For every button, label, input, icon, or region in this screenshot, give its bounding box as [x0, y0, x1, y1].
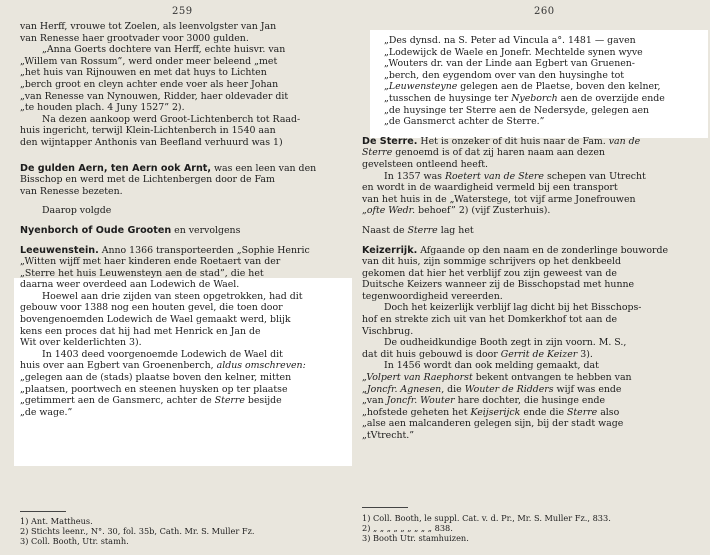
- text-span: Anno 1366 transporteerden „Sophie Henric: [98, 244, 310, 256]
- text-line: „berch, den eygendom over van den huysinghe tot: [384, 69, 625, 81]
- text-span: Sterre: [362, 147, 393, 159]
- text-line: Wit over kelderlichten 3).: [20, 337, 142, 349]
- footnote: 2) „ „ „ „ „ „ „ „ „ 838.: [362, 522, 453, 533]
- footnote: 2) Stichts leenr., N°. 30, fol. 35b, Cath. Mr. S. Muller Fz.: [20, 525, 255, 536]
- text-line: „alse aen malcanderen gelegen sijn, bij der stadt wage: [362, 418, 624, 430]
- text-span: behoef” 2) (vijf Zusterhuis).: [415, 205, 551, 217]
- text-line: „Sterre het huis Leuwensteyn aen de stad”, die het: [20, 267, 264, 279]
- left-text-body: [20, 21, 316, 418]
- text-span: schepen van Utrecht: [543, 170, 646, 182]
- section-heading: De Sterre.: [362, 135, 418, 147]
- text-line: „de wage.”: [20, 406, 73, 418]
- text-line: gekomen dat hier het verblijf zou zijn geweest van de: [362, 267, 617, 279]
- text-line: De oudheidkundige Booth zegt in zijn voorn. M. S.,: [384, 337, 627, 349]
- text-line: van Herff, vrouwe tot Zoelen, als leenvolgster van Jan: [20, 21, 277, 32]
- text-line: „Wouters dr. van der Linde aan Egbert van Gruenen-: [384, 58, 635, 70]
- text-span: also: [597, 406, 620, 418]
- page-number: 260: [534, 6, 555, 17]
- text-span: „getimmert aen de Gansmerc, achter de: [20, 395, 215, 407]
- right-footnotes: [362, 514, 611, 543]
- text-line: „Lodewijck de Waele en Jonefr. Mechtelde synen wyve: [384, 46, 643, 58]
- text-span: In 1357 was: [384, 170, 445, 182]
- text-line: bovengenoemden Lodewich de Wael gemaakt werd, blijk: [20, 314, 291, 326]
- text-line: [362, 407, 668, 419]
- text-span: aen de overzijde ende: [557, 92, 665, 104]
- text-span: ende die: [520, 406, 567, 418]
- text-span: Nyeborch: [511, 92, 558, 104]
- text-line: van het huis in de „Waterstege, tot vijf arme Jonefrouwen: [362, 193, 636, 205]
- text-span: „van: [362, 395, 387, 407]
- text-line: den wijntapper Anthonis van Beefland verhuurd was 1): [20, 136, 283, 148]
- right-page: [352, 0, 710, 555]
- text-span: lag het: [437, 224, 474, 236]
- text-span: Keijserijck: [470, 406, 521, 418]
- text-line: [20, 245, 316, 257]
- text-line: [362, 81, 668, 93]
- text-line: gevelsteen ontleend heeft.: [362, 158, 488, 170]
- text-span: besijde: [244, 395, 282, 407]
- section-heading: Nyenborch of Oude Grooten: [20, 224, 172, 236]
- text-line: Doch het keizerlijk verblijf lag dicht bij het Bisschops-: [384, 302, 642, 314]
- text-span: Naast de: [362, 224, 408, 236]
- text-span: van de: [608, 135, 641, 147]
- left-page: [0, 0, 352, 555]
- text-span: bekent ontvangen te hebben van: [472, 372, 632, 384]
- text-line: [362, 136, 668, 148]
- text-span: „tusschen de huysinge ter: [384, 92, 512, 104]
- footnote: 1) Ant. Mattheus.: [20, 516, 93, 526]
- text-line: „Witten wijff met haer kinderen ende Roetaert van der: [20, 256, 281, 268]
- text-line: daarna weer overdeed aan Lodewich de Wael.: [20, 279, 240, 291]
- text-line: [362, 205, 668, 217]
- footnote: 3) Coll. Booth, Utr. stamh.: [20, 535, 129, 546]
- text-line: „tVtrecht.”: [362, 430, 415, 441]
- text-line: Hoewel aan drie zijden van steen opgetrokken, had dit: [42, 290, 303, 302]
- text-line: Duitsche Keizers wanneer zij de Bisschopstad met hunne: [362, 279, 635, 291]
- left-footnotes: [20, 517, 255, 546]
- text-span: 3).: [577, 348, 593, 360]
- text-line: van Renesse bezeten.: [20, 185, 123, 197]
- text-span: Afgaande op den naam en de zonderlinge bouworde: [417, 244, 668, 256]
- text-span: , die: [441, 383, 465, 395]
- text-line: [362, 245, 668, 257]
- text-line: „plaatsen, poortwech en steenen huysken op ter plaatse: [20, 383, 288, 395]
- text-line: „gelegen aan de (stads) plaatse boven den kelner, mitten: [20, 372, 292, 384]
- text-span: gelegen aen de Plaetse, boven den kelner,: [457, 81, 661, 93]
- text-line: In 1403 deed voorgenoemde Lodewich de Wael dit: [42, 348, 283, 360]
- text-line: [362, 171, 668, 183]
- text-line: „Anna Goerts dochtere van Herff, echte huisvr. van: [42, 44, 286, 56]
- text-line: „Willem van Rossum”, werd onder meer beleend „met: [20, 55, 278, 67]
- text-line: „van Renesse van Nynouwen, Ridder, haer oldevader dit: [20, 90, 289, 102]
- text-line: [362, 395, 668, 407]
- text-span: Roetert van de Stere: [444, 170, 544, 182]
- text-span: huis over aan Egbert van Groenenberch,: [20, 360, 217, 372]
- footnote-rule: [20, 511, 66, 512]
- section-heading: Keizerrijk.: [362, 244, 418, 256]
- text-line: In 1456 wordt dan ook melding gemaakt, dat: [384, 360, 599, 372]
- text-line: [362, 384, 668, 396]
- text-line: „de huysinge ter Sterre aen de Nedersyde, gelegen aen: [384, 104, 650, 116]
- text-span: dat dit huis gebouwd is door: [362, 348, 501, 360]
- text-span: genoemd is of dat zij haren naam aan dezen: [392, 147, 605, 159]
- footnote-rule: [362, 507, 408, 508]
- text-span: was een leen van den: [211, 162, 317, 174]
- text-span: „hofstede geheten het: [362, 406, 471, 418]
- text-line: [20, 360, 316, 372]
- section-heading: De gulden Aern, ten Aern ook Arnt,: [20, 162, 212, 174]
- text-span: hare dochter, die husinge ende: [454, 395, 606, 407]
- text-span: Wouter de Ridders: [464, 383, 554, 395]
- footnote: 1) Coll. Booth, le suppl. Cat. v. d. Pr., Mr. S. Muller Fz., 833.: [362, 513, 611, 523]
- text-line: „het huis van Rijnouwen en met dat huys to Lichten: [20, 67, 267, 79]
- text-line: huis ingericht, terwijl Klein-Lichtenberch in 1540 aan: [20, 125, 276, 137]
- text-line: [362, 93, 668, 105]
- text-line: Na dezen aankoop werd Groot-Lichtenberch tot Raad-: [42, 113, 301, 125]
- text-line: van dit huis, zijn sommige schrijvers op het denkbeeld: [362, 256, 622, 268]
- text-span: Gerrit de Keizer: [500, 348, 578, 360]
- text-line: [20, 225, 316, 237]
- text-span: Sterre: [566, 406, 598, 418]
- text-line: „Des dynsd. na S. Peter ad Vincula a°. 1481 — gaven: [384, 35, 636, 46]
- text-line: [20, 163, 316, 175]
- text-line: Bisschop en werd met de Lichtenbergen door de Fam: [20, 174, 275, 186]
- text-span: „Joncfr. Agnesen: [362, 383, 442, 395]
- text-line: [20, 395, 316, 407]
- text-line: en wordt in de waardigheid vermeld bij een transport: [362, 182, 618, 194]
- text-line: van Renesse haer grootvader voor 3000 gulden.: [20, 32, 249, 44]
- text-line: kens een proces dat hij had met Henrick en Jan de: [20, 325, 261, 337]
- text-line: Daarop volgde: [42, 205, 112, 217]
- text-line: „te houden plach. 4 Juny 1527” 2).: [20, 102, 185, 114]
- text-line: [362, 147, 668, 159]
- text-line: [362, 372, 668, 384]
- text-line: „berch groot en cleyn achter ende voer als heer Johan: [20, 78, 279, 90]
- text-span: Joncfr. Wouter: [386, 395, 455, 407]
- text-span: aldus omschreven:: [216, 360, 306, 372]
- text-line: [362, 225, 668, 237]
- text-span: „Volpert van Raephorst: [362, 372, 473, 384]
- text-line: „de Gansmerct achter de Sterre.”: [384, 116, 545, 128]
- text-line: gebouw voor 1388 nog een houten gevel, die toen door: [20, 302, 283, 314]
- text-span: Sterre: [407, 224, 438, 236]
- section-heading: Leeuwenstein.: [20, 244, 99, 256]
- text-line: tegenwoordigheid vereerden.: [362, 290, 503, 302]
- text-line: Vischbrug.: [362, 325, 414, 337]
- page-number: 259: [172, 6, 193, 17]
- right-text-body: [362, 35, 668, 442]
- text-span: Sterre: [214, 395, 245, 407]
- text-span: „Leuwensteyne: [384, 81, 458, 93]
- text-span: Het is onzeker of dit huis naar de Fam.: [417, 135, 609, 147]
- text-span: en vervolgens: [171, 224, 241, 236]
- text-span: „ofte Wedr.: [362, 205, 416, 217]
- text-line: [362, 349, 668, 361]
- text-span: wijf was ende: [553, 383, 622, 395]
- text-line: hof en strekte zich uit van het Domkerkhof tot aan de: [362, 314, 617, 326]
- footnote: 3) Booth Utr. stamhuizen.: [362, 532, 469, 543]
